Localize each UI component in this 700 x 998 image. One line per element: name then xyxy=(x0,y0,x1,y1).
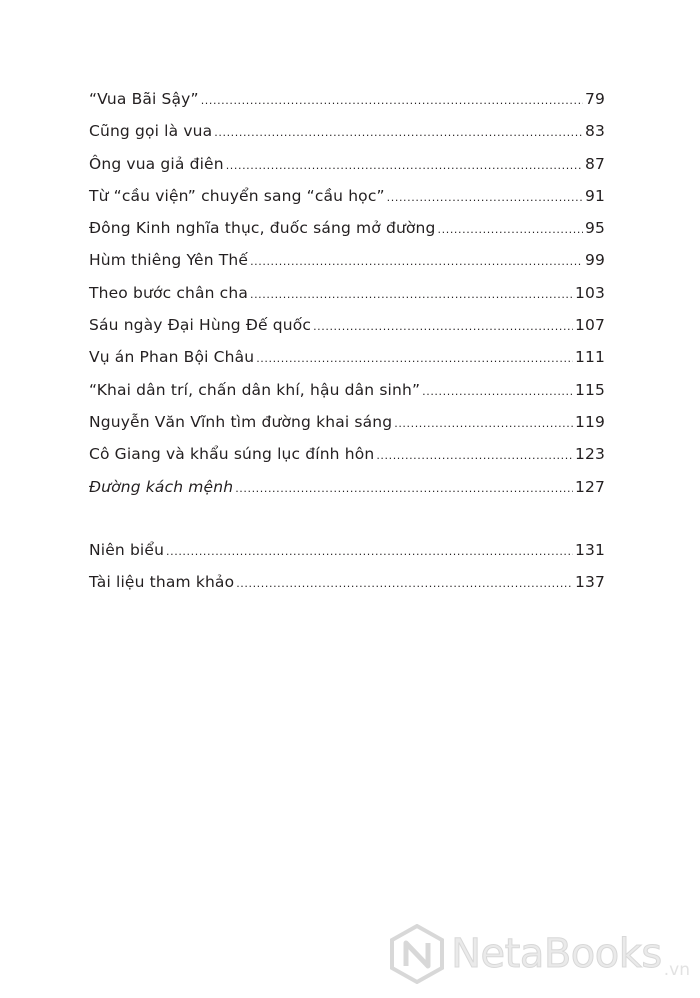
toc-entry xyxy=(89,180,605,212)
toc-entry xyxy=(89,566,605,598)
toc-leader-dots xyxy=(256,343,573,375)
toc-entry xyxy=(89,534,605,566)
table-of-contents xyxy=(89,83,605,598)
toc-entry xyxy=(89,277,605,309)
toc-leader-dots xyxy=(394,408,573,440)
toc-entry-page: 127 xyxy=(574,477,605,496)
toc-leader-dots xyxy=(214,117,583,149)
toc-entry-page: 107 xyxy=(574,316,605,335)
toc-leader-dots xyxy=(166,536,573,568)
toc-entry-title: Cô Giang và khẩu súng lục đính hôn xyxy=(89,445,375,464)
toc-entry-title: Hùm thiêng Yên Thế xyxy=(89,251,249,270)
toc-section-gap xyxy=(89,503,605,534)
toc-entry-title: Vụ án Phan Bội Châu xyxy=(89,348,255,367)
toc-leader-dots xyxy=(201,85,583,117)
toc-leader-dots xyxy=(236,568,573,600)
toc-entry xyxy=(89,341,605,373)
toc-entry-page: 91 xyxy=(584,186,605,205)
toc-leader-dots xyxy=(313,311,573,343)
toc-entry-page: 103 xyxy=(574,283,605,302)
toc-entry-title: Đông Kinh nghĩa thục, đuốc sáng mở đường xyxy=(89,219,436,238)
toc-entry-page: 123 xyxy=(574,445,605,464)
toc-leader-dots xyxy=(235,473,573,505)
toc-leader-dots xyxy=(438,214,583,246)
toc-appendix-section xyxy=(89,534,605,599)
toc-entry-title: Sáu ngày Đại Hùng Đế quốc xyxy=(89,316,312,335)
toc-entry-title: Từ “cầu viện” chuyển sang “cầu học” xyxy=(89,186,385,205)
watermark-suffix: .vn xyxy=(663,960,690,980)
toc-main-section xyxy=(89,83,605,503)
toc-entry-title: Ông vua giả điên xyxy=(89,154,224,173)
watermark-text: NetaBooks xyxy=(451,931,662,977)
toc-entry xyxy=(89,115,605,147)
toc-entry xyxy=(89,83,605,115)
toc-entry-title: Cũng gọi là vua xyxy=(89,122,213,141)
toc-entry-page: 95 xyxy=(584,219,605,238)
toc-entry-page: 111 xyxy=(574,348,605,367)
toc-entry-title: Nguyễn Văn Vĩnh tìm đường khai sáng xyxy=(89,412,393,431)
toc-entry-page: 99 xyxy=(584,251,605,270)
netabooks-logo-icon xyxy=(389,924,445,984)
toc-entry-page: 87 xyxy=(584,154,605,173)
toc-entry-page: 131 xyxy=(574,540,605,559)
toc-entry xyxy=(89,212,605,244)
toc-leader-dots xyxy=(250,246,583,278)
toc-entry xyxy=(89,148,605,180)
toc-entry xyxy=(89,471,605,503)
toc-entry-title: “Vua Bãi Sậy” xyxy=(89,90,199,108)
toc-leader-dots xyxy=(422,376,573,408)
toc-entry-page: 83 xyxy=(584,122,605,141)
netabooks-watermark xyxy=(389,924,690,984)
toc-entry xyxy=(89,406,605,438)
toc-entry-title: Theo bước chân cha xyxy=(89,283,248,302)
toc-leader-dots xyxy=(387,182,583,214)
toc-entry xyxy=(89,438,605,470)
toc-entry-page: 119 xyxy=(574,412,605,431)
toc-entry-title: “Khai dân trí, chấn dân khí, hậu dân sinh” xyxy=(89,380,421,399)
toc-entry-page: 137 xyxy=(574,573,605,592)
toc-entry xyxy=(89,309,605,341)
toc-leader-dots xyxy=(250,279,573,311)
toc-leader-dots xyxy=(226,150,583,182)
toc-entry-title: Tài liệu tham khảo xyxy=(89,573,235,592)
toc-entry xyxy=(89,244,605,276)
toc-entry-title: Niên biểu xyxy=(89,540,165,559)
toc-entry-title: Đường kách mệnh xyxy=(89,477,234,496)
toc-entry-page: 79 xyxy=(584,90,605,108)
toc-entry xyxy=(89,374,605,406)
toc-entry-page: 115 xyxy=(574,380,605,399)
toc-leader-dots xyxy=(376,440,573,472)
